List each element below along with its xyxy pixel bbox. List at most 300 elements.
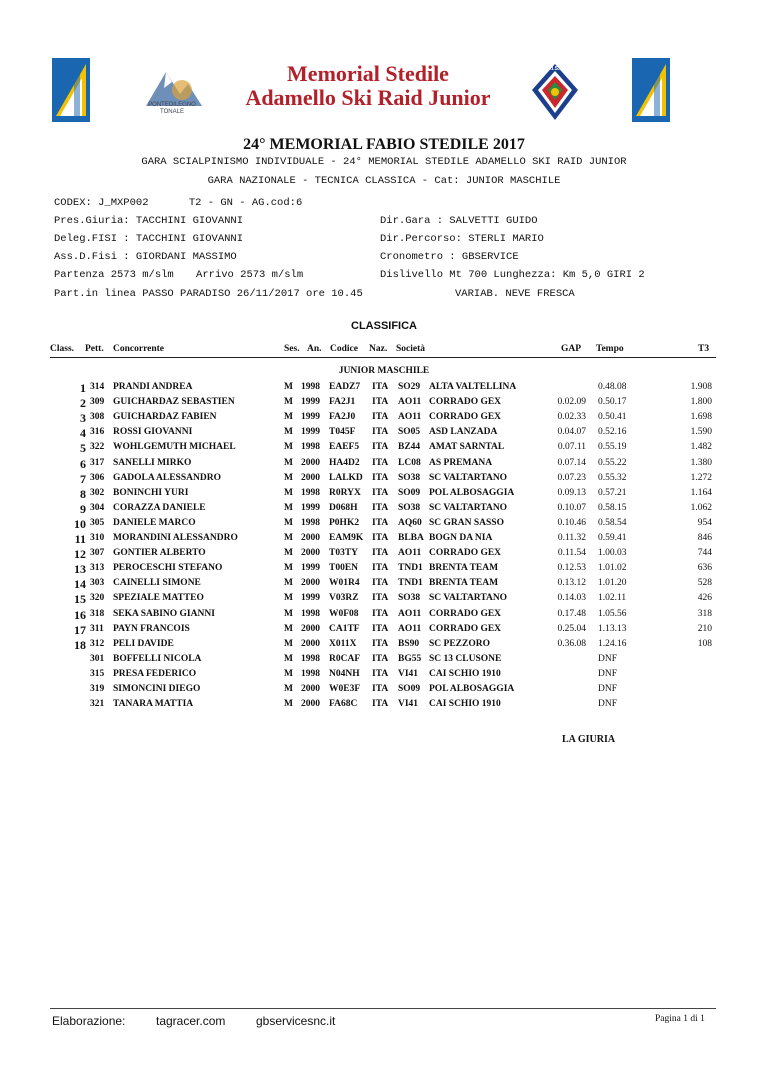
cell-competitor-name: PEROCESCHI STEFANO [113,563,223,574]
cell-points-t3: 1.164 [690,487,712,498]
cell-competitor-name: GUICHARDAZ FABIEN [113,412,217,423]
table-row [0,578,768,593]
fisi-logo [528,62,582,122]
cell-club-name: CORRADO GEX [429,608,502,619]
cell-club-code: SO38 [398,472,421,483]
cell-position: 16 [74,607,86,622]
cell-fisi-code: W01R4 [329,578,360,589]
cell-birth-year: 1999 [301,563,320,574]
table-row [0,412,768,427]
adamello-ski-raid-logo-left [52,58,90,122]
cell-position: 14 [74,577,86,592]
brand-line1: Memorial Stedile [287,61,449,86]
cell-time: 1.13.13 [598,623,627,634]
cell-birth-year: 2000 [301,578,320,589]
cell-sex: M [284,517,293,528]
cell-nation: ITA [372,548,389,559]
cell-position: 12 [74,547,86,562]
cell-gap: 0.17.48 [557,608,586,619]
cell-club-name: CORRADO GEX [429,397,502,408]
cell-club-code: AO11 [398,548,422,559]
cell-club-name: SC GRAN SASSO [429,517,504,528]
cell-time: 1.01.20 [598,578,627,589]
cell-pettorale: 319 [90,684,105,694]
cell-sex: M [284,593,293,604]
cell-time: DNF [598,668,618,679]
cell-sex: M [284,608,293,619]
cell-club-code: BS90 [398,638,420,649]
cell-club-name: CAI SCHIO 1910 [429,699,501,710]
table-row [0,654,768,669]
cell-club-code: VI41 [398,668,419,679]
cell-nation: ITA [372,608,389,619]
cell-fisi-code: HA4D2 [329,457,360,468]
cell-club-code: SO29 [398,382,421,392]
cell-points-t3: 108 [697,638,712,649]
cell-nation: ITA [372,397,389,408]
giuria-label: LA GIURIA [562,734,616,745]
cell-nation: ITA [372,382,389,392]
partenza: Partenza 2573 m/slm [54,269,174,281]
cell-competitor-name: GONTIER ALBERTO [113,548,206,559]
table-row [0,639,768,654]
cell-sex: M [284,653,293,664]
cell-position: 3 [80,411,86,426]
cell-birth-year: 1999 [301,502,320,513]
page-header [0,52,768,132]
cell-fisi-code: W0E3F [329,684,361,694]
cell-time: 0.52.16 [598,427,627,438]
cell-pettorale: 307 [90,548,105,559]
cell-sex: M [284,427,293,438]
cell-gap: 0.13.12 [557,578,586,589]
cell-pettorale: 302 [90,487,105,498]
cell-sex: M [284,623,293,634]
footer-page-number: Pagina 1 di 1 [655,1014,705,1024]
cell-pettorale: 315 [90,668,105,679]
logo-mid-line2: TONALE [160,109,184,115]
cell-birth-year: 1998 [301,382,320,392]
cell-competitor-name: PRANDI ANDREA [113,382,193,392]
cell-nation: ITA [372,457,389,468]
cell-time: 1.00.03 [598,548,627,559]
col-codice: Codice [330,344,358,354]
cell-club-code: VI41 [398,699,419,710]
cell-sex: M [284,457,293,468]
cell-nation: ITA [372,623,389,634]
cell-competitor-name: PRESA FEDERICO [113,668,197,679]
col-naz: Naz. [369,344,388,354]
cell-position: 2 [80,396,86,411]
table-row [0,533,768,548]
cell-club-code: BLBA [398,533,424,543]
cell-fisi-code: R0RYX [329,487,361,498]
col-tempo: Tempo [596,344,624,354]
cell-gap: 0.04.07 [557,427,586,438]
pontedilegno-tonale-text [132,102,212,116]
cell-position: 15 [74,592,86,607]
table-row [0,563,768,578]
table-row [0,593,768,608]
cell-pettorale: 321 [90,699,105,710]
cell-competitor-name: ROSSI GIOVANNI [113,427,193,438]
col-ses: Ses. [284,344,300,354]
cell-pettorale: 306 [90,472,105,483]
table-row [0,458,768,473]
cell-nation: ITA [372,472,389,483]
cell-fisi-code: EAEF5 [329,442,360,453]
cell-pettorale: 311 [90,623,104,634]
brand-line2: Adamello Ski Raid Junior [245,85,491,110]
cell-club-code: AO11 [398,412,422,423]
cell-time: 1.01.02 [598,563,627,574]
cell-fisi-code: P0HK2 [329,517,360,528]
cell-time: 0.50.17 [598,397,627,408]
cell-time: 0.58.15 [598,502,627,513]
cell-competitor-name: SANELLI MIRKO [113,457,192,468]
cell-sex: M [284,563,293,574]
cell-pettorale: 309 [90,397,105,408]
cell-time: 0.59.41 [598,533,627,543]
cell-club-name: SC PEZZORO [429,638,490,649]
cell-fisi-code: D068H [329,502,358,513]
cell-sex: M [284,548,293,559]
arrivo: Arrivo 2573 m/slm [196,269,304,281]
cell-birth-year: 1999 [301,412,320,423]
table-row [0,427,768,442]
footer-divider [50,1008,716,1009]
cell-gap: 0.10.46 [557,517,586,528]
cell-fisi-code: T045F [329,427,356,438]
cell-gap: 0.09.13 [557,487,586,498]
cell-competitor-name: CORAZZA DANIELE [113,502,206,513]
cell-club-name: SC VALTARTANO [429,593,508,604]
cell-competitor-name: BOFFELLI NICOLA [113,653,202,664]
cell-club-name: CORRADO GEX [429,412,502,423]
cell-gap: 0.36.08 [557,638,586,649]
cell-position: 11 [74,532,86,546]
cell-club-name: BRENTA TEAM [429,578,499,589]
cell-competitor-name: PAYN FRANCOIS [113,623,190,634]
cell-sex: M [284,442,293,453]
cell-club-name: AMAT SARNTAL [429,442,505,453]
cell-competitor-name: PELI DAVIDE [113,638,174,649]
cell-points-t3: 846 [697,533,712,543]
cell-club-name: CAI SCHIO 1910 [429,668,501,679]
cell-club-code: TND1 [398,578,423,589]
cell-pettorale: 303 [90,578,105,589]
classifica-heading: CLASSIFICA [351,320,417,332]
cell-fisi-code: FA2J1 [329,397,356,408]
cell-club-name: BOGN DA NIA [429,533,493,543]
table-row [0,518,768,533]
cell-time: 1.24.16 [598,638,627,649]
cell-nation: ITA [372,684,389,694]
cell-birth-year: 1998 [301,487,320,498]
cell-sex: M [284,578,293,589]
cell-points-t3: 744 [697,548,712,559]
cronometro: Cronometro : GBSERVICE [380,251,519,263]
cell-gap: 0.11.32 [557,533,586,543]
cell-birth-year: 2000 [301,457,320,468]
cell-pettorale: 318 [90,608,105,619]
cell-club-name: CORRADO GEX [429,548,502,559]
cell-points-t3: 1.380 [690,457,712,468]
cell-gap: 0.14.03 [557,593,586,604]
cell-pettorale: 301 [90,653,105,664]
memorial-brand-title [218,62,518,110]
cell-club-name: SC VALTARTANO [429,472,508,483]
col-t3: T3 [698,344,710,354]
cell-birth-year: 1999 [301,593,320,604]
cell-gap: 0.02.33 [557,412,586,423]
cell-sex: M [284,487,293,498]
cell-nation: ITA [372,502,389,513]
cell-sex: M [284,412,293,423]
cell-position: 8 [80,486,86,501]
cell-pettorale: 310 [90,533,105,543]
cell-sex: M [284,699,293,710]
cell-birth-year: 2000 [301,623,320,634]
col-class: Class. [50,344,75,354]
dislivello: Dislivello Mt 700 Lunghezza: Km 5,0 GIRI 2 [380,269,645,281]
footer-site-tagracer: tagracer.com [156,1014,226,1028]
cell-nation: ITA [372,578,389,589]
cell-fisi-code: EAM9K [329,533,364,543]
footer-elaborazione: Elaborazione: [52,1014,126,1028]
variabile: VARIAB. NEVE FRESCA [455,288,575,300]
cell-fisi-code: FA68C [329,699,358,710]
cell-club-code: AO11 [398,397,422,408]
cell-club-code: BG55 [398,653,422,664]
cell-position: 4 [80,426,86,441]
table-row [0,503,768,518]
cell-club-code: LC08 [398,457,421,468]
cell-points-t3: 1.482 [690,442,712,453]
cell-nation: ITA [372,412,389,423]
table-row [0,624,768,639]
cell-points-t3: 210 [697,623,712,634]
cell-birth-year: 1998 [301,653,320,664]
cell-time: 0.48.08 [598,382,627,392]
cell-fisi-code: X011X [329,638,357,649]
event-title: 24° MEMORIAL FABIO STEDILE 2017 [243,136,525,153]
cell-time: 0.57.21 [598,487,627,498]
cell-competitor-name: MORANDINI ALESSANDRO [113,533,238,543]
cell-birth-year: 1998 [301,668,320,679]
col-pett: Pett. [85,344,104,354]
cell-nation: ITA [372,517,389,528]
cell-club-name: BRENTA TEAM [429,563,499,574]
cell-position: 6 [80,456,86,471]
col-societa: Società [396,344,426,354]
table-row [0,669,768,684]
race-subtitle: GARA SCIALPINISMO INDIVIDUALE - 24° MEMORIAL STEDILE ADAMELLO SKI RAID JUNIOR [141,156,627,168]
cell-birth-year: 2000 [301,472,320,483]
cell-club-name: ALTA VALTELLINA [429,382,517,392]
cell-points-t3: 528 [697,578,712,589]
cell-club-code: BZ44 [398,442,421,453]
cell-sex: M [284,533,293,543]
partenza-arrivo [54,269,303,281]
cell-birth-year: 1999 [301,427,320,438]
table-row [0,397,768,412]
col-concorrente: Concorrente [113,344,165,354]
adamello-ski-raid-logo-right [632,58,670,122]
cell-points-t3: 426 [697,593,712,604]
cell-gap: 0.12.53 [557,563,586,574]
cell-sex: M [284,684,293,694]
cell-club-name: SC VALTARTANO [429,502,508,513]
results-table-header [50,344,716,358]
cell-birth-year: 1999 [301,397,320,408]
cell-birth-year: 1998 [301,608,320,619]
dir-percorso: Dir.Percorso: STERLI MARIO [380,233,544,245]
group-label: JUNIOR MASCHILE [338,366,430,376]
race-category: GARA NAZIONALE - TECNICA CLASSICA - Cat: JUNIOR MASCHILE [207,175,561,187]
cell-club-name: POL ALBOSAGGIA [429,487,515,498]
cell-points-t3: 1.698 [690,412,712,423]
cell-fisi-code: T00EN [329,563,359,574]
cell-club-code: AQ60 [398,517,422,528]
cell-fisi-code: LALKD [329,472,363,483]
cell-time: 0.55.32 [598,472,627,483]
cell-time: DNF [598,653,618,664]
cell-competitor-name: SPEZIALE MATTEO [113,593,204,604]
cell-points-t3: 318 [697,608,712,619]
table-row [0,382,768,397]
cell-sex: M [284,397,293,408]
deleg-fisi: Deleg.FISI : TACCHINI GIOVANNI [54,233,244,245]
cell-club-code: SO09 [398,684,421,694]
cell-fisi-code: CA1TF [329,623,360,634]
table-row [0,609,768,624]
cell-birth-year: 2000 [301,638,320,649]
cell-position: 1 [80,381,86,395]
cell-nation: ITA [372,699,389,710]
cell-competitor-name: TANARA MATTIA [113,699,194,710]
cell-time: 1.05.56 [598,608,627,619]
cell-time: 0.55.22 [598,457,627,468]
cell-time: DNF [598,699,618,710]
cell-nation: ITA [372,653,389,664]
cell-nation: ITA [372,668,389,679]
cell-club-name: SC 13 CLUSONE [429,653,502,664]
cell-sex: M [284,638,293,649]
table-row [0,488,768,503]
cell-time: 0.50.41 [598,412,627,423]
cell-club-name: AS PREMANA [429,457,493,468]
cell-position: 5 [80,441,86,456]
cell-competitor-name: GADOLA ALESSANDRO [113,472,221,483]
codex-extra: T2 - GN - AG.cod:6 [188,197,303,209]
col-an: An. [307,344,322,354]
cell-club-code: SO09 [398,487,421,498]
cell-gap: 0.07.14 [557,457,586,468]
cell-gap: 0.07.11 [557,442,586,453]
cell-sex: M [284,472,293,483]
col-gap: GAP [561,344,582,354]
cell-position: 9 [80,501,86,516]
cell-pettorale: 317 [90,457,105,468]
cell-sex: M [284,668,293,679]
cell-club-code: SO05 [398,427,421,438]
cell-pettorale: 322 [90,442,105,453]
cell-birth-year: 2000 [301,548,320,559]
cell-gap: 0.02.09 [557,397,586,408]
cell-time: 0.55.19 [598,442,627,453]
cell-time: 0.58.54 [598,517,627,528]
cell-birth-year: 1998 [301,517,320,528]
table-row [0,684,768,699]
cell-competitor-name: WOHLGEMUTH MICHAEL [113,442,236,453]
cell-birth-year: 1998 [301,442,320,453]
cell-gap: 0.07.23 [557,472,586,483]
cell-competitor-name: BONINCHI YURI [113,487,189,498]
cell-gap: 0.11.54 [557,548,586,559]
cell-nation: ITA [372,487,389,498]
table-row [0,473,768,488]
cell-club-code: AO11 [398,608,422,619]
cell-gap: 0.25.04 [557,623,586,634]
cell-pettorale: 304 [90,502,105,513]
cell-club-name: CORRADO GEX [429,623,502,634]
cell-position: 7 [80,471,86,486]
dir-gara: Dir.Gara : SALVETTI GUIDO [380,215,538,227]
cell-pettorale: 314 [90,382,105,392]
cell-competitor-name: SIMONCINI DIEGO [113,684,201,694]
cell-nation: ITA [372,427,389,438]
cell-fisi-code: T03TY [329,548,359,559]
cell-club-code: SO38 [398,593,421,604]
cell-pettorale: 316 [90,427,105,438]
cell-fisi-code: V03RZ [329,593,359,604]
cell-points-t3: 1.062 [690,502,712,513]
table-row [0,548,768,563]
logo-mid-line1: PONTEDILEGNO [148,102,196,108]
cell-gap: 0.10.07 [557,502,586,513]
pres-giuria: Pres.Giuria: TACCHINI GIOVANNI [54,215,244,227]
cell-pettorale: 320 [90,593,105,604]
cell-competitor-name: CAINELLI SIMONE [113,578,201,589]
fisi-logo-text: F.I.S.I. [547,66,563,72]
cell-nation: ITA [372,533,389,543]
cell-competitor-name: SEKA SABINO GIANNI [113,608,215,619]
cell-fisi-code: FA2J0 [329,412,356,423]
cell-club-name: ASD LANZADA [429,427,498,438]
cell-pettorale: 308 [90,412,105,423]
cell-birth-year: 2000 [301,699,320,710]
cell-points-t3: 1.590 [690,427,712,438]
footer-site-gbservice: gbservicesnc.it [256,1014,336,1028]
cell-points-t3: 954 [697,517,712,528]
partenza-linea: Part.in linea PASSO PARADISO 26/11/2017 ore 10.45 [54,288,363,300]
cell-sex: M [284,382,293,392]
cell-fisi-code: W0F08 [329,608,359,619]
cell-competitor-name: GUICHARDAZ SEBASTIEN [113,397,235,408]
cell-nation: ITA [372,593,389,604]
cell-pettorale: 313 [90,563,105,574]
cell-birth-year: 2000 [301,533,320,543]
cell-club-name: POL ALBOSAGGIA [429,684,515,694]
cell-position: 17 [74,622,86,637]
cell-position: 10 [74,516,86,531]
cell-birth-year: 2000 [301,684,320,694]
cell-fisi-code: EADZ7 [329,382,361,392]
table-row [0,699,768,714]
cell-nation: ITA [372,563,389,574]
cell-club-code: SO38 [398,502,421,513]
